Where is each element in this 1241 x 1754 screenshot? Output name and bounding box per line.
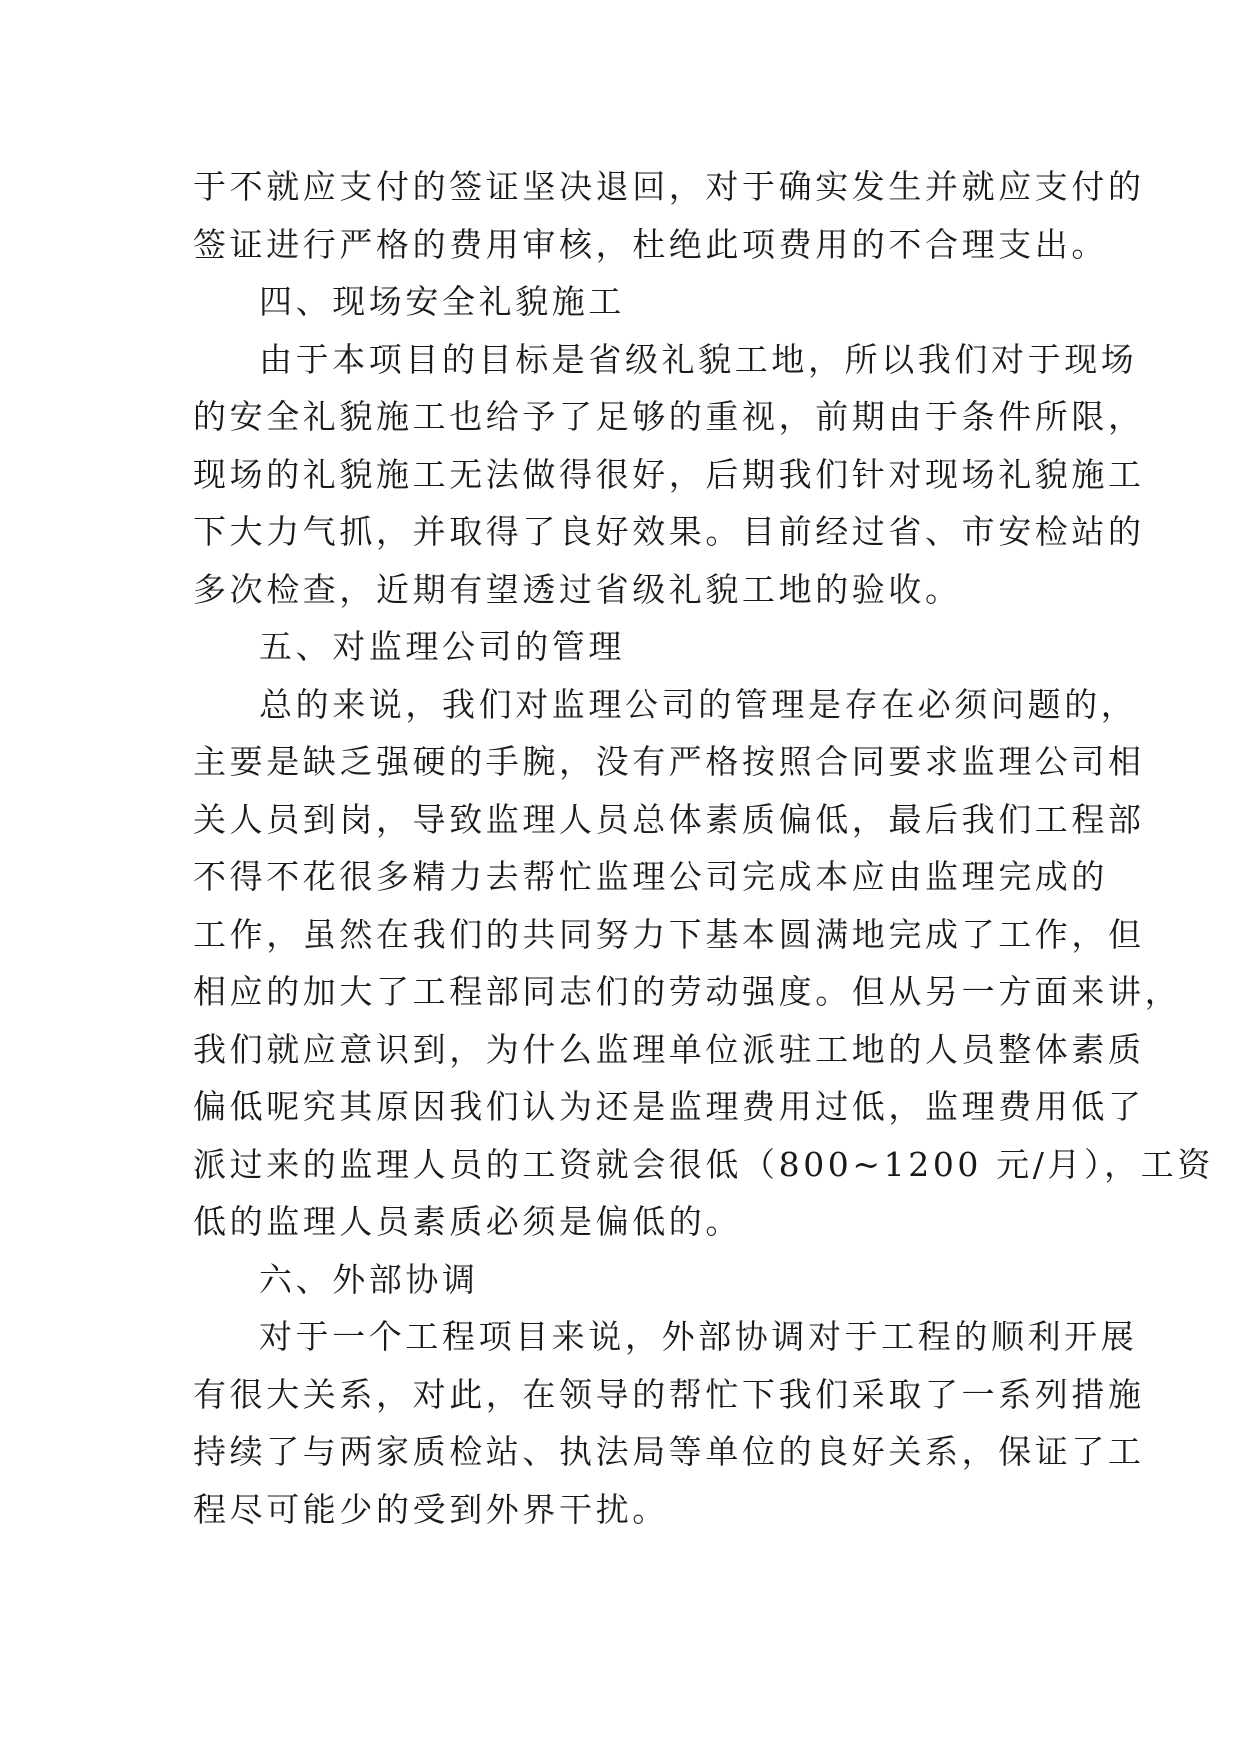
text-line: 于不就应支付的签证坚决退回，对于确实发生并就应支付的 xyxy=(193,167,1145,206)
text-line: 由于本项目的目标是省级礼貌工地，所以我们对于现场 xyxy=(259,339,1138,379)
text-line: 下大力气抓，并取得了良好效果。目前经过省、市安检站的 xyxy=(193,512,1145,551)
text-line: 持续了与两家质检站、执法局等单位的良好关系，保证了工 xyxy=(193,1432,1145,1471)
text-line: 有很大关系，对此，在领导的帮忙下我们采取了一系列措施 xyxy=(193,1374,1145,1414)
text-line: 不得不花很多精力去帮忙监理公司完成本应由监理完成的 xyxy=(193,857,1108,896)
document-body xyxy=(193,158,1214,1538)
text-line: 现场的礼貌施工无法做得很好，后期我们针对现场礼貌施工 xyxy=(193,454,1145,494)
text-line: 工作，虽然在我们的共同努力下基本圆满地完成了工作，但 xyxy=(193,914,1145,954)
text-line: 偏低呢究其原因我们认为还是监理费用过低，监理费用低了 xyxy=(193,1087,1145,1126)
text-line: 对于一个工程项目来说，外部协调对于工程的顺利开展 xyxy=(259,1317,1138,1356)
section-heading: 六、外部协调 xyxy=(259,1259,479,1299)
text-line: 签证进行严格的费用审核，杜绝此项费用的不合理支出。 xyxy=(193,224,1108,264)
text-line: 主要是缺乏强硬的手腕，没有严格按照合同要求监理公司相 xyxy=(193,742,1145,781)
text-line: 多次检查，近期有望透过省级礼貌工地的验收。 xyxy=(193,569,962,609)
section-heading: 四、现场安全礼貌施工 xyxy=(259,282,625,321)
text-line: 总的来说，我们对监理公司的管理是存在必须问题的， xyxy=(259,684,1138,724)
text-line: 相应的加大了工程部同志们的劳动强度。但从另一方面来讲， xyxy=(193,972,1182,1011)
text-line: 派过来的监理人员的工资就会很低（800~1200 元/月），工资 xyxy=(193,1144,1214,1184)
text-line: 我们就应意识到，为什么监理单位派驻工地的人员整体素质 xyxy=(193,1029,1145,1069)
text-line: 低的监理人员素质必须是偏低的。 xyxy=(193,1202,742,1241)
text-line: 的安全礼貌施工也给予了足够的重视，前期由于条件所限， xyxy=(193,397,1145,436)
text-line: 关人员到岗，导致监理人员总体素质偏低，最后我们工程部 xyxy=(193,799,1145,839)
text-line: 程尽可能少的受到外界干扰。 xyxy=(193,1489,669,1529)
section-heading: 五、对监理公司的管理 xyxy=(259,627,625,666)
